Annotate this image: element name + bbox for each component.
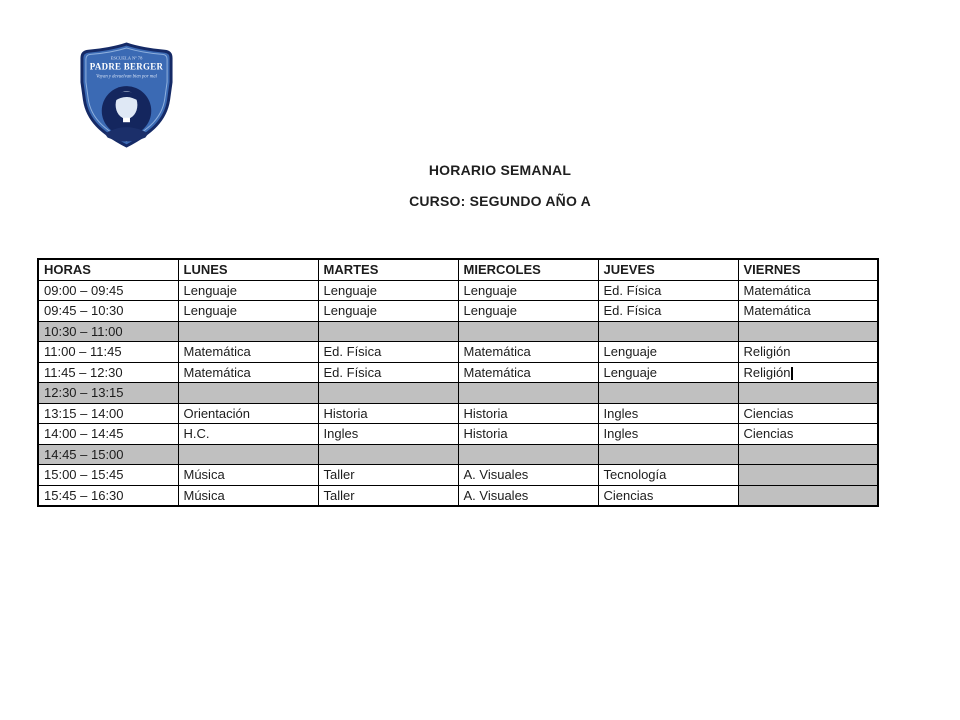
column-header[interactable]: MIERCOLES: [458, 259, 598, 280]
school-logo[interactable]: [77, 42, 176, 148]
column-header[interactable]: HORAS: [38, 259, 178, 280]
subject-cell[interactable]: [318, 383, 458, 404]
time-label: 15:45 – 16:30: [44, 487, 124, 503]
subject-cell[interactable]: [738, 280, 878, 301]
subject-cell[interactable]: [178, 301, 318, 322]
document-title[interactable]: HORARIO SEMANAL: [428, 162, 572, 178]
subject-cell[interactable]: [318, 444, 458, 465]
subject-cell[interactable]: [598, 444, 738, 465]
subject-label: A. Visuales: [463, 487, 529, 503]
subject-label: Historia: [323, 405, 368, 421]
time-label: 09:45 – 10:30: [44, 303, 124, 319]
subject-label: Lenguaje: [603, 344, 657, 360]
logo-school-name: PADRE BERGER: [89, 61, 164, 72]
schedule-table: [37, 258, 879, 507]
time-cell[interactable]: [38, 383, 178, 404]
subject-cell[interactable]: [738, 362, 878, 383]
subject-cell[interactable]: [178, 465, 318, 486]
subject-cell[interactable]: [318, 321, 458, 342]
schedule-row: [38, 301, 878, 322]
schedule-row: [38, 342, 878, 363]
subject-cell[interactable]: [458, 424, 598, 445]
subject-cell[interactable]: [178, 342, 318, 363]
subject-label: Matemática: [743, 282, 811, 298]
subject-cell[interactable]: [318, 301, 458, 322]
subject-label: Matemática: [463, 364, 531, 380]
subject-cell[interactable]: [178, 383, 318, 404]
time-cell[interactable]: [38, 321, 178, 342]
subject-label: Lenguaje: [183, 282, 237, 298]
subject-label: Ciencias: [743, 405, 794, 421]
column-header[interactable]: VIERNES: [738, 259, 878, 280]
subject-label: Matemática: [183, 364, 251, 380]
subject-label: Ingles: [603, 405, 639, 421]
subject-cell[interactable]: [598, 342, 738, 363]
time-label: 14:00 – 14:45: [44, 426, 124, 442]
subject-cell[interactable]: [458, 465, 598, 486]
subject-cell[interactable]: [738, 321, 878, 342]
subject-label: Lenguaje: [323, 282, 377, 298]
subject-label: Lenguaje: [463, 303, 517, 319]
subject-label: Historia: [463, 405, 508, 421]
column-header[interactable]: LUNES: [178, 259, 318, 280]
subject-cell[interactable]: [738, 342, 878, 363]
subject-cell[interactable]: [318, 280, 458, 301]
course-subtitle[interactable]: CURSO: SEGUNDO AÑO A: [409, 193, 591, 209]
subject-cell[interactable]: [738, 424, 878, 445]
time-label: 15:00 – 15:45: [44, 467, 124, 483]
subject-cell[interactable]: [178, 485, 318, 506]
logo-motto: Vayan y devuelvan bien por mal: [96, 74, 157, 80]
break-row: [38, 444, 878, 465]
subject-cell[interactable]: [598, 383, 738, 404]
subject-label: Lenguaje: [323, 303, 377, 319]
subject-label: Música: [183, 467, 225, 483]
schedule-row: [38, 424, 878, 445]
schedule-row: [38, 403, 878, 424]
schedule-row: [38, 485, 878, 506]
schedule-row: [38, 362, 878, 383]
subject-label: A. Visuales: [463, 467, 529, 483]
subject-cell[interactable]: [598, 403, 738, 424]
subject-label: Matemática: [743, 303, 811, 319]
subject-cell[interactable]: [598, 321, 738, 342]
subject-label: Tecnología: [603, 467, 667, 483]
subject-label: Religión: [743, 364, 791, 380]
subject-cell[interactable]: [458, 383, 598, 404]
subject-cell[interactable]: [318, 342, 458, 363]
subject-cell[interactable]: [738, 383, 878, 404]
time-cell[interactable]: [38, 444, 178, 465]
subject-cell[interactable]: [318, 424, 458, 445]
time-label: 09:00 – 09:45: [44, 282, 124, 298]
subject-cell[interactable]: [598, 485, 738, 506]
subject-cell[interactable]: [458, 280, 598, 301]
subject-cell[interactable]: [458, 321, 598, 342]
subject-cell[interactable]: [738, 403, 878, 424]
time-cell[interactable]: [38, 280, 178, 301]
subject-label: Ingles: [323, 426, 359, 442]
subject-label: Religión: [743, 344, 791, 360]
subject-cell[interactable]: [178, 424, 318, 445]
subject-cell[interactable]: [738, 301, 878, 322]
column-header[interactable]: JUEVES: [598, 259, 738, 280]
subject-label: Ed. Física: [603, 282, 662, 298]
subject-cell[interactable]: [598, 362, 738, 383]
time-cell[interactable]: [38, 362, 178, 383]
subject-label: Lenguaje: [603, 364, 657, 380]
subject-label: Ed. Física: [323, 364, 382, 380]
subject-cell[interactable]: [458, 342, 598, 363]
column-header[interactable]: MARTES: [318, 259, 458, 280]
break-row: [38, 383, 878, 404]
time-label: 11:45 – 12:30: [44, 364, 123, 380]
time-cell[interactable]: [38, 403, 178, 424]
subject-label: Matemática: [463, 344, 531, 360]
subject-cell[interactable]: [458, 362, 598, 383]
time-label: 14:45 – 15:00: [44, 446, 124, 462]
time-cell[interactable]: [38, 342, 178, 363]
priest-portrait: [102, 86, 152, 141]
subject-cell[interactable]: [598, 301, 738, 322]
subject-label: Ed. Física: [603, 303, 662, 319]
subject-cell[interactable]: [178, 321, 318, 342]
schedule-row: [38, 280, 878, 301]
subject-cell[interactable]: [738, 444, 878, 465]
schedule-header-row: [38, 259, 878, 280]
subject-label: Taller: [323, 487, 355, 503]
schedule-header: [38, 259, 878, 280]
subject-cell[interactable]: [598, 465, 738, 486]
subject-cell[interactable]: [178, 403, 318, 424]
subject-label: H.C.: [183, 426, 210, 442]
subject-cell[interactable]: [318, 403, 458, 424]
subject-label: Matemática: [183, 344, 251, 360]
subject-cell[interactable]: [178, 362, 318, 383]
subject-cell[interactable]: [738, 485, 878, 506]
schedule-body: [38, 280, 878, 506]
subject-cell[interactable]: [178, 444, 318, 465]
logo-school-number: ESCUELA Nº 78: [110, 55, 143, 61]
time-cell[interactable]: [38, 465, 178, 486]
subject-label: Ciencias: [743, 426, 794, 442]
break-row: [38, 321, 878, 342]
time-label: 13:15 – 14:00: [44, 405, 124, 421]
subject-label: Ciencias: [603, 487, 654, 503]
time-label: 10:30 – 11:00: [44, 323, 123, 339]
subject-cell[interactable]: [178, 280, 318, 301]
time-cell[interactable]: [38, 424, 178, 445]
time-cell[interactable]: [38, 301, 178, 322]
schedule-row: [38, 465, 878, 486]
subject-cell[interactable]: [458, 403, 598, 424]
subject-label: Ed. Física: [323, 344, 382, 360]
subject-cell[interactable]: [598, 280, 738, 301]
subject-label: Historia: [463, 426, 508, 442]
time-label: 11:00 – 11:45: [44, 344, 122, 360]
subject-label: Taller: [323, 467, 355, 483]
subject-cell[interactable]: [318, 362, 458, 383]
text-cursor: [791, 367, 793, 380]
subject-label: Ingles: [603, 426, 639, 442]
subject-cell[interactable]: [458, 301, 598, 322]
subject-label: Orientación: [183, 405, 250, 421]
subject-cell[interactable]: [458, 485, 598, 506]
subject-cell[interactable]: [318, 465, 458, 486]
subject-cell[interactable]: [318, 485, 458, 506]
time-cell[interactable]: [38, 485, 178, 506]
subject-label: Lenguaje: [463, 282, 517, 298]
subject-cell[interactable]: [458, 444, 598, 465]
subject-cell[interactable]: [738, 465, 878, 486]
subject-label: Lenguaje: [183, 303, 237, 319]
school-crest-icon: [77, 42, 176, 148]
subject-cell[interactable]: [598, 424, 738, 445]
time-label: 12:30 – 13:15: [44, 385, 124, 401]
subject-label: Música: [183, 487, 225, 503]
